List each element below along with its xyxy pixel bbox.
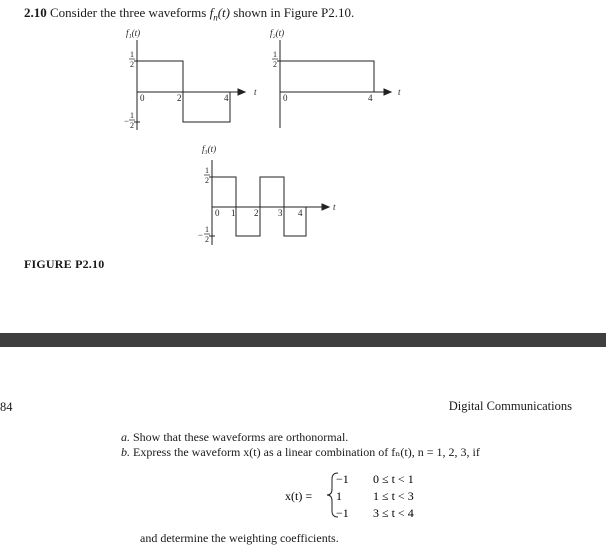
item-b-label: b. [121, 445, 130, 459]
item-a [121, 430, 480, 445]
f2-tick-4: 4 [368, 93, 373, 103]
f3-label: f₃(t) [202, 144, 217, 154]
f1-label: f₁(t) [126, 28, 141, 38]
case-2-value: 1 [336, 489, 342, 503]
item-a-label: a. [121, 430, 130, 444]
problem-number: 2.10 [24, 5, 47, 20]
case-1-cond: 0 ≤ t < 1 [373, 472, 414, 486]
problem-symbol-arg: (t) [217, 5, 230, 20]
f3-tick-2: 2 [254, 208, 259, 218]
f1-neghalf-den: 2 [130, 121, 134, 130]
item-b-text: Express the waveform x(t) as a linear combination of fₙ(t), n = 1, 2, 3, if [133, 445, 480, 459]
piecewise-equation [270, 465, 470, 525]
f1-neghalf-num: 1 [130, 111, 134, 120]
equation-lhs: x(t) = [285, 489, 313, 503]
f3-tick-4: 4 [298, 208, 303, 218]
problem-items [121, 430, 480, 460]
case-3-cond: 3 ≤ t < 4 [373, 506, 414, 520]
waveform-f3 [209, 160, 329, 245]
case-3-value: −1 [336, 506, 349, 520]
f2-axis-t: t [398, 87, 401, 97]
item-b [121, 445, 480, 460]
problem-text-after: shown in Figure P2.10. [229, 5, 355, 20]
problem-symbol-f: f [209, 5, 214, 20]
f3-half-den: 2 [205, 176, 209, 185]
waveform-f1 [134, 40, 245, 130]
f2-x-arrow [384, 89, 391, 95]
f2-half-den: 2 [273, 60, 277, 69]
f3-tick-3: 3 [278, 208, 283, 218]
f1-axis-t: t [254, 87, 257, 97]
f3-neghalf-num: 1 [205, 225, 209, 234]
f1-tick-4: 4 [224, 93, 229, 103]
closing-text: and determine the weighting coefficients. [140, 531, 339, 545]
f1-x-arrow [238, 89, 245, 95]
f3-tick-0: 0 [215, 208, 220, 218]
f2-tick-0: 0 [283, 93, 288, 103]
item-a-text: Show that these waveforms are orthonormal. [133, 430, 349, 444]
f3-neghalf-den: 2 [205, 235, 209, 244]
f3-x-arrow [322, 204, 329, 210]
f3-axis-t: t [333, 202, 336, 212]
f1-tick-0: 0 [140, 93, 145, 103]
page-number: 84 [0, 400, 13, 414]
running-head: Digital Communications [448, 399, 572, 413]
f2-label: f₂(t) [270, 28, 285, 38]
problem-symbol-sub: n [213, 12, 218, 23]
f1-half-den: 2 [130, 60, 134, 69]
f1-half-num: 1 [130, 50, 134, 59]
problem-text-before: Consider the three waveforms [50, 5, 210, 20]
f3-half-num: 1 [205, 166, 209, 175]
waveform-f2 [277, 40, 391, 128]
f1-minus: − [124, 116, 130, 126]
f2-half-num: 1 [273, 50, 277, 59]
f2-curve [280, 61, 374, 92]
case-2-cond: 1 ≤ t < 3 [373, 489, 414, 503]
f3-minus: − [198, 230, 204, 240]
f3-tick-1: 1 [231, 208, 236, 218]
f1-tick-2: 2 [177, 93, 182, 103]
case-1-value: −1 [336, 472, 349, 486]
page-break-band [0, 333, 606, 347]
figure-caption: FIGURE P2.10 [24, 257, 105, 271]
